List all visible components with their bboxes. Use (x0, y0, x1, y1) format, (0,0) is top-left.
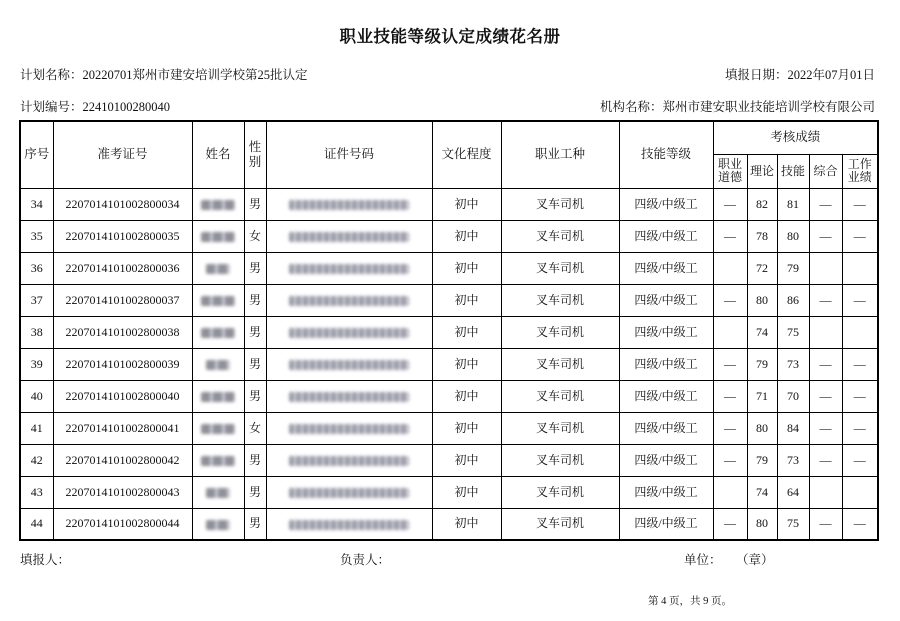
occupation-cell: 叉车司机 (501, 220, 619, 252)
theory-cell: 82 (747, 188, 777, 220)
id-number-cell (266, 380, 432, 412)
name-cell (192, 188, 244, 220)
skill-level-cell: 四级/中级工 (619, 220, 713, 252)
comprehensive-cell: — (809, 412, 842, 444)
seq-cell: 43 (20, 476, 53, 508)
skill-cell: 86 (777, 284, 809, 316)
theory-cell: 79 (747, 348, 777, 380)
name-cell (192, 412, 244, 444)
redacted-id-number (289, 456, 409, 466)
performance-cell: — (842, 188, 878, 220)
header-skill-level: 技能等级 (619, 121, 713, 188)
header-gender-label: 性别 (248, 139, 262, 169)
seq-cell: 44 (20, 508, 53, 540)
skill-cell: 80 (777, 220, 809, 252)
plan-number-label: 计划编号： (20, 100, 83, 114)
roster-body (20, 188, 878, 540)
theory-cell: 71 (747, 380, 777, 412)
plan-number-line (20, 100, 170, 114)
gender-cell: 男 (244, 380, 266, 412)
document-title: 职业技能等级认定成绩花名册 (339, 27, 561, 46)
ethics-cell: — (713, 348, 747, 380)
education-cell: 初中 (432, 380, 501, 412)
comprehensive-cell: — (809, 508, 842, 540)
education-cell: 初中 (432, 188, 501, 220)
performance-cell (842, 252, 878, 284)
exam-no-cell: 2207014101002800043 (53, 476, 192, 508)
seq-cell: 35 (20, 220, 53, 252)
occupation-cell: 叉车司机 (501, 284, 619, 316)
occupation-cell: 叉车司机 (501, 316, 619, 348)
name-cell (192, 380, 244, 412)
performance-cell: — (842, 412, 878, 444)
exam-no-cell: 2207014101002800044 (53, 508, 192, 540)
exam-no-cell: 2207014101002800038 (53, 316, 192, 348)
comprehensive-cell: — (809, 444, 842, 476)
header-scores: 考核成绩 (713, 121, 878, 154)
header-name: 姓名 (192, 121, 244, 188)
redacted-name (206, 264, 230, 274)
occupation-cell: 叉车司机 (501, 476, 619, 508)
ethics-cell: — (713, 220, 747, 252)
occupation-cell: 叉车司机 (501, 508, 619, 540)
seq-cell: 38 (20, 316, 53, 348)
header-exam-number: 准考证号 (53, 121, 192, 188)
exam-no-cell: 2207014101002800034 (53, 188, 192, 220)
education-cell: 初中 (432, 252, 501, 284)
ethics-cell: — (713, 284, 747, 316)
education-cell: 初中 (432, 412, 501, 444)
skill-level-cell: 四级/中级工 (619, 348, 713, 380)
seq-cell: 41 (20, 412, 53, 444)
page-indicator: 第 4 页，共 9 页。 (648, 596, 732, 607)
id-number-cell (266, 188, 432, 220)
theory-cell: 72 (747, 252, 777, 284)
redacted-id-number (289, 200, 409, 210)
header-performance (842, 154, 878, 188)
skill-cell: 81 (777, 188, 809, 220)
table-header (20, 121, 878, 188)
exam-no-cell: 2207014101002800037 (53, 284, 192, 316)
skill-cell: 70 (777, 380, 809, 412)
skill-cell: 75 (777, 316, 809, 348)
performance-cell: — (842, 380, 878, 412)
header-gender (244, 121, 266, 188)
organization-line (600, 100, 875, 114)
seq-cell: 36 (20, 252, 53, 284)
header-ethics (713, 154, 747, 188)
table-row (20, 348, 878, 380)
ethics-cell: — (713, 412, 747, 444)
seq-cell: 40 (20, 380, 53, 412)
filler-signature-label: 填报人： (20, 553, 71, 567)
redacted-name (201, 392, 235, 402)
occupation-cell: 叉车司机 (501, 348, 619, 380)
seal-placeholder: （章） (736, 553, 774, 567)
id-number-cell (266, 412, 432, 444)
id-number-cell (266, 476, 432, 508)
theory-cell: 74 (747, 476, 777, 508)
redacted-name (201, 424, 235, 434)
skill-level-cell: 四级/中级工 (619, 508, 713, 540)
redacted-name (201, 456, 235, 466)
skill-level-cell: 四级/中级工 (619, 188, 713, 220)
redacted-id-number (289, 296, 409, 306)
education-cell: 初中 (432, 348, 501, 380)
table-row (20, 444, 878, 476)
redacted-id-number (289, 264, 409, 274)
skill-level-cell: 四级/中级工 (619, 476, 713, 508)
table-row (20, 188, 878, 220)
skill-cell: 73 (777, 348, 809, 380)
name-cell (192, 348, 244, 380)
redacted-name (206, 360, 230, 370)
education-cell: 初中 (432, 444, 501, 476)
gender-cell: 女 (244, 220, 266, 252)
gender-cell: 男 (244, 188, 266, 220)
comprehensive-cell (809, 476, 842, 508)
name-cell (192, 284, 244, 316)
performance-cell: — (842, 348, 878, 380)
exam-no-cell: 2207014101002800035 (53, 220, 192, 252)
table-row (20, 284, 878, 316)
exam-no-cell: 2207014101002800040 (53, 380, 192, 412)
exam-no-cell: 2207014101002800042 (53, 444, 192, 476)
id-number-cell (266, 444, 432, 476)
table-row (20, 252, 878, 284)
header-skill: 技能 (777, 154, 809, 188)
education-cell: 初中 (432, 220, 501, 252)
comprehensive-cell: — (809, 284, 842, 316)
education-cell: 初中 (432, 284, 501, 316)
organization-label: 机构名称： (599, 100, 663, 114)
seq-cell: 37 (20, 284, 53, 316)
occupation-cell: 叉车司机 (501, 188, 619, 220)
header-comprehensive: 综合 (809, 154, 842, 188)
redacted-name (201, 200, 235, 210)
report-date-line (725, 68, 875, 82)
score-roster-table (19, 120, 879, 541)
skill-cell: 75 (777, 508, 809, 540)
redacted-id-number (289, 360, 409, 370)
name-cell (192, 252, 244, 284)
header-occupation: 职业工种 (501, 121, 619, 188)
comprehensive-cell: — (809, 220, 842, 252)
id-number-cell (266, 284, 432, 316)
theory-cell: 80 (747, 412, 777, 444)
name-cell (192, 316, 244, 348)
comprehensive-cell: — (809, 188, 842, 220)
skill-level-cell: 四级/中级工 (619, 412, 713, 444)
table-row (20, 476, 878, 508)
redacted-id-number (289, 424, 409, 434)
skill-level-cell: 四级/中级工 (619, 284, 713, 316)
education-cell: 初中 (432, 508, 501, 540)
gender-cell: 男 (244, 476, 266, 508)
redacted-id-number (289, 488, 409, 498)
education-cell: 初中 (432, 476, 501, 508)
occupation-cell: 叉车司机 (501, 380, 619, 412)
exam-no-cell: 2207014101002800036 (53, 252, 192, 284)
gender-cell: 男 (244, 508, 266, 540)
table-row (20, 412, 878, 444)
theory-cell: 80 (747, 284, 777, 316)
education-cell: 初中 (432, 316, 501, 348)
exam-no-cell: 2207014101002800039 (53, 348, 192, 380)
plan-number-value: 22410100280040 (82, 100, 171, 114)
ethics-cell: — (713, 188, 747, 220)
occupation-cell: 叉车司机 (501, 412, 619, 444)
gender-cell: 女 (244, 412, 266, 444)
header-performance-label: 工作业绩 (847, 157, 872, 184)
ethics-cell: — (713, 508, 747, 540)
report-date-value: 2022年07月01日 (787, 68, 875, 82)
exam-no-cell: 2207014101002800041 (53, 412, 192, 444)
responsible-signature-label: 负责人： (340, 553, 391, 567)
skill-level-cell: 四级/中级工 (619, 380, 713, 412)
id-number-cell (266, 316, 432, 348)
id-number-cell (266, 348, 432, 380)
theory-cell: 74 (747, 316, 777, 348)
plan-name-label: 计划名称： (20, 68, 83, 82)
name-cell (192, 220, 244, 252)
ethics-cell: — (713, 444, 747, 476)
redacted-id-number (289, 520, 409, 530)
comprehensive-cell (809, 252, 842, 284)
performance-cell: — (842, 508, 878, 540)
redacted-id-number (289, 232, 409, 242)
performance-cell: — (842, 284, 878, 316)
theory-cell: 79 (747, 444, 777, 476)
skill-level-cell: 四级/中级工 (619, 316, 713, 348)
id-number-cell (266, 508, 432, 540)
redacted-name (201, 296, 235, 306)
ethics-cell (713, 252, 747, 284)
seq-cell: 34 (20, 188, 53, 220)
header-education: 文化程度 (432, 121, 501, 188)
theory-cell: 78 (747, 220, 777, 252)
performance-cell: — (842, 220, 878, 252)
header-row-main (20, 121, 878, 154)
ethics-cell (713, 316, 747, 348)
gender-cell: 男 (244, 284, 266, 316)
plan-name-value: 20220701郑州市建安培训学校第25批认定 (82, 68, 308, 82)
plan-name-line (20, 68, 308, 82)
comprehensive-cell: — (809, 348, 842, 380)
skill-cell: 73 (777, 444, 809, 476)
redacted-name (201, 232, 235, 242)
redacted-name (206, 520, 230, 530)
gender-cell: 男 (244, 348, 266, 380)
header-seq: 序号 (20, 121, 53, 188)
gender-cell: 男 (244, 444, 266, 476)
occupation-cell: 叉车司机 (501, 444, 619, 476)
skill-level-cell: 四级/中级工 (619, 252, 713, 284)
redacted-name (201, 328, 235, 338)
table-row (20, 316, 878, 348)
redacted-name (206, 488, 230, 498)
name-cell (192, 444, 244, 476)
comprehensive-cell: — (809, 380, 842, 412)
ethics-cell: — (713, 380, 747, 412)
skill-cell: 64 (777, 476, 809, 508)
header-theory: 理论 (747, 154, 777, 188)
table-row (20, 220, 878, 252)
id-number-cell (266, 220, 432, 252)
id-number-cell (266, 252, 432, 284)
performance-cell (842, 316, 878, 348)
table-row (20, 508, 878, 540)
theory-cell: 80 (747, 508, 777, 540)
ethics-cell (713, 476, 747, 508)
name-cell (192, 476, 244, 508)
occupation-cell: 叉车司机 (501, 252, 619, 284)
skill-cell: 84 (777, 412, 809, 444)
organization-value: 郑州市建安职业技能培训学校有限公司 (662, 100, 875, 114)
comprehensive-cell (809, 316, 842, 348)
report-date-label: 填报日期： (724, 68, 788, 82)
seq-cell: 42 (20, 444, 53, 476)
header-ethics-label: 职业道德 (718, 157, 743, 184)
redacted-id-number (289, 328, 409, 338)
seq-cell: 39 (20, 348, 53, 380)
performance-cell (842, 476, 878, 508)
redacted-id-number (289, 392, 409, 402)
skill-cell: 79 (777, 252, 809, 284)
table-row (20, 380, 878, 412)
gender-cell: 男 (244, 252, 266, 284)
header-id-number: 证件号码 (266, 121, 432, 188)
unit-label: 单位： (684, 553, 722, 567)
performance-cell: — (842, 444, 878, 476)
skill-level-cell: 四级/中级工 (619, 444, 713, 476)
name-cell (192, 508, 244, 540)
gender-cell: 男 (244, 316, 266, 348)
